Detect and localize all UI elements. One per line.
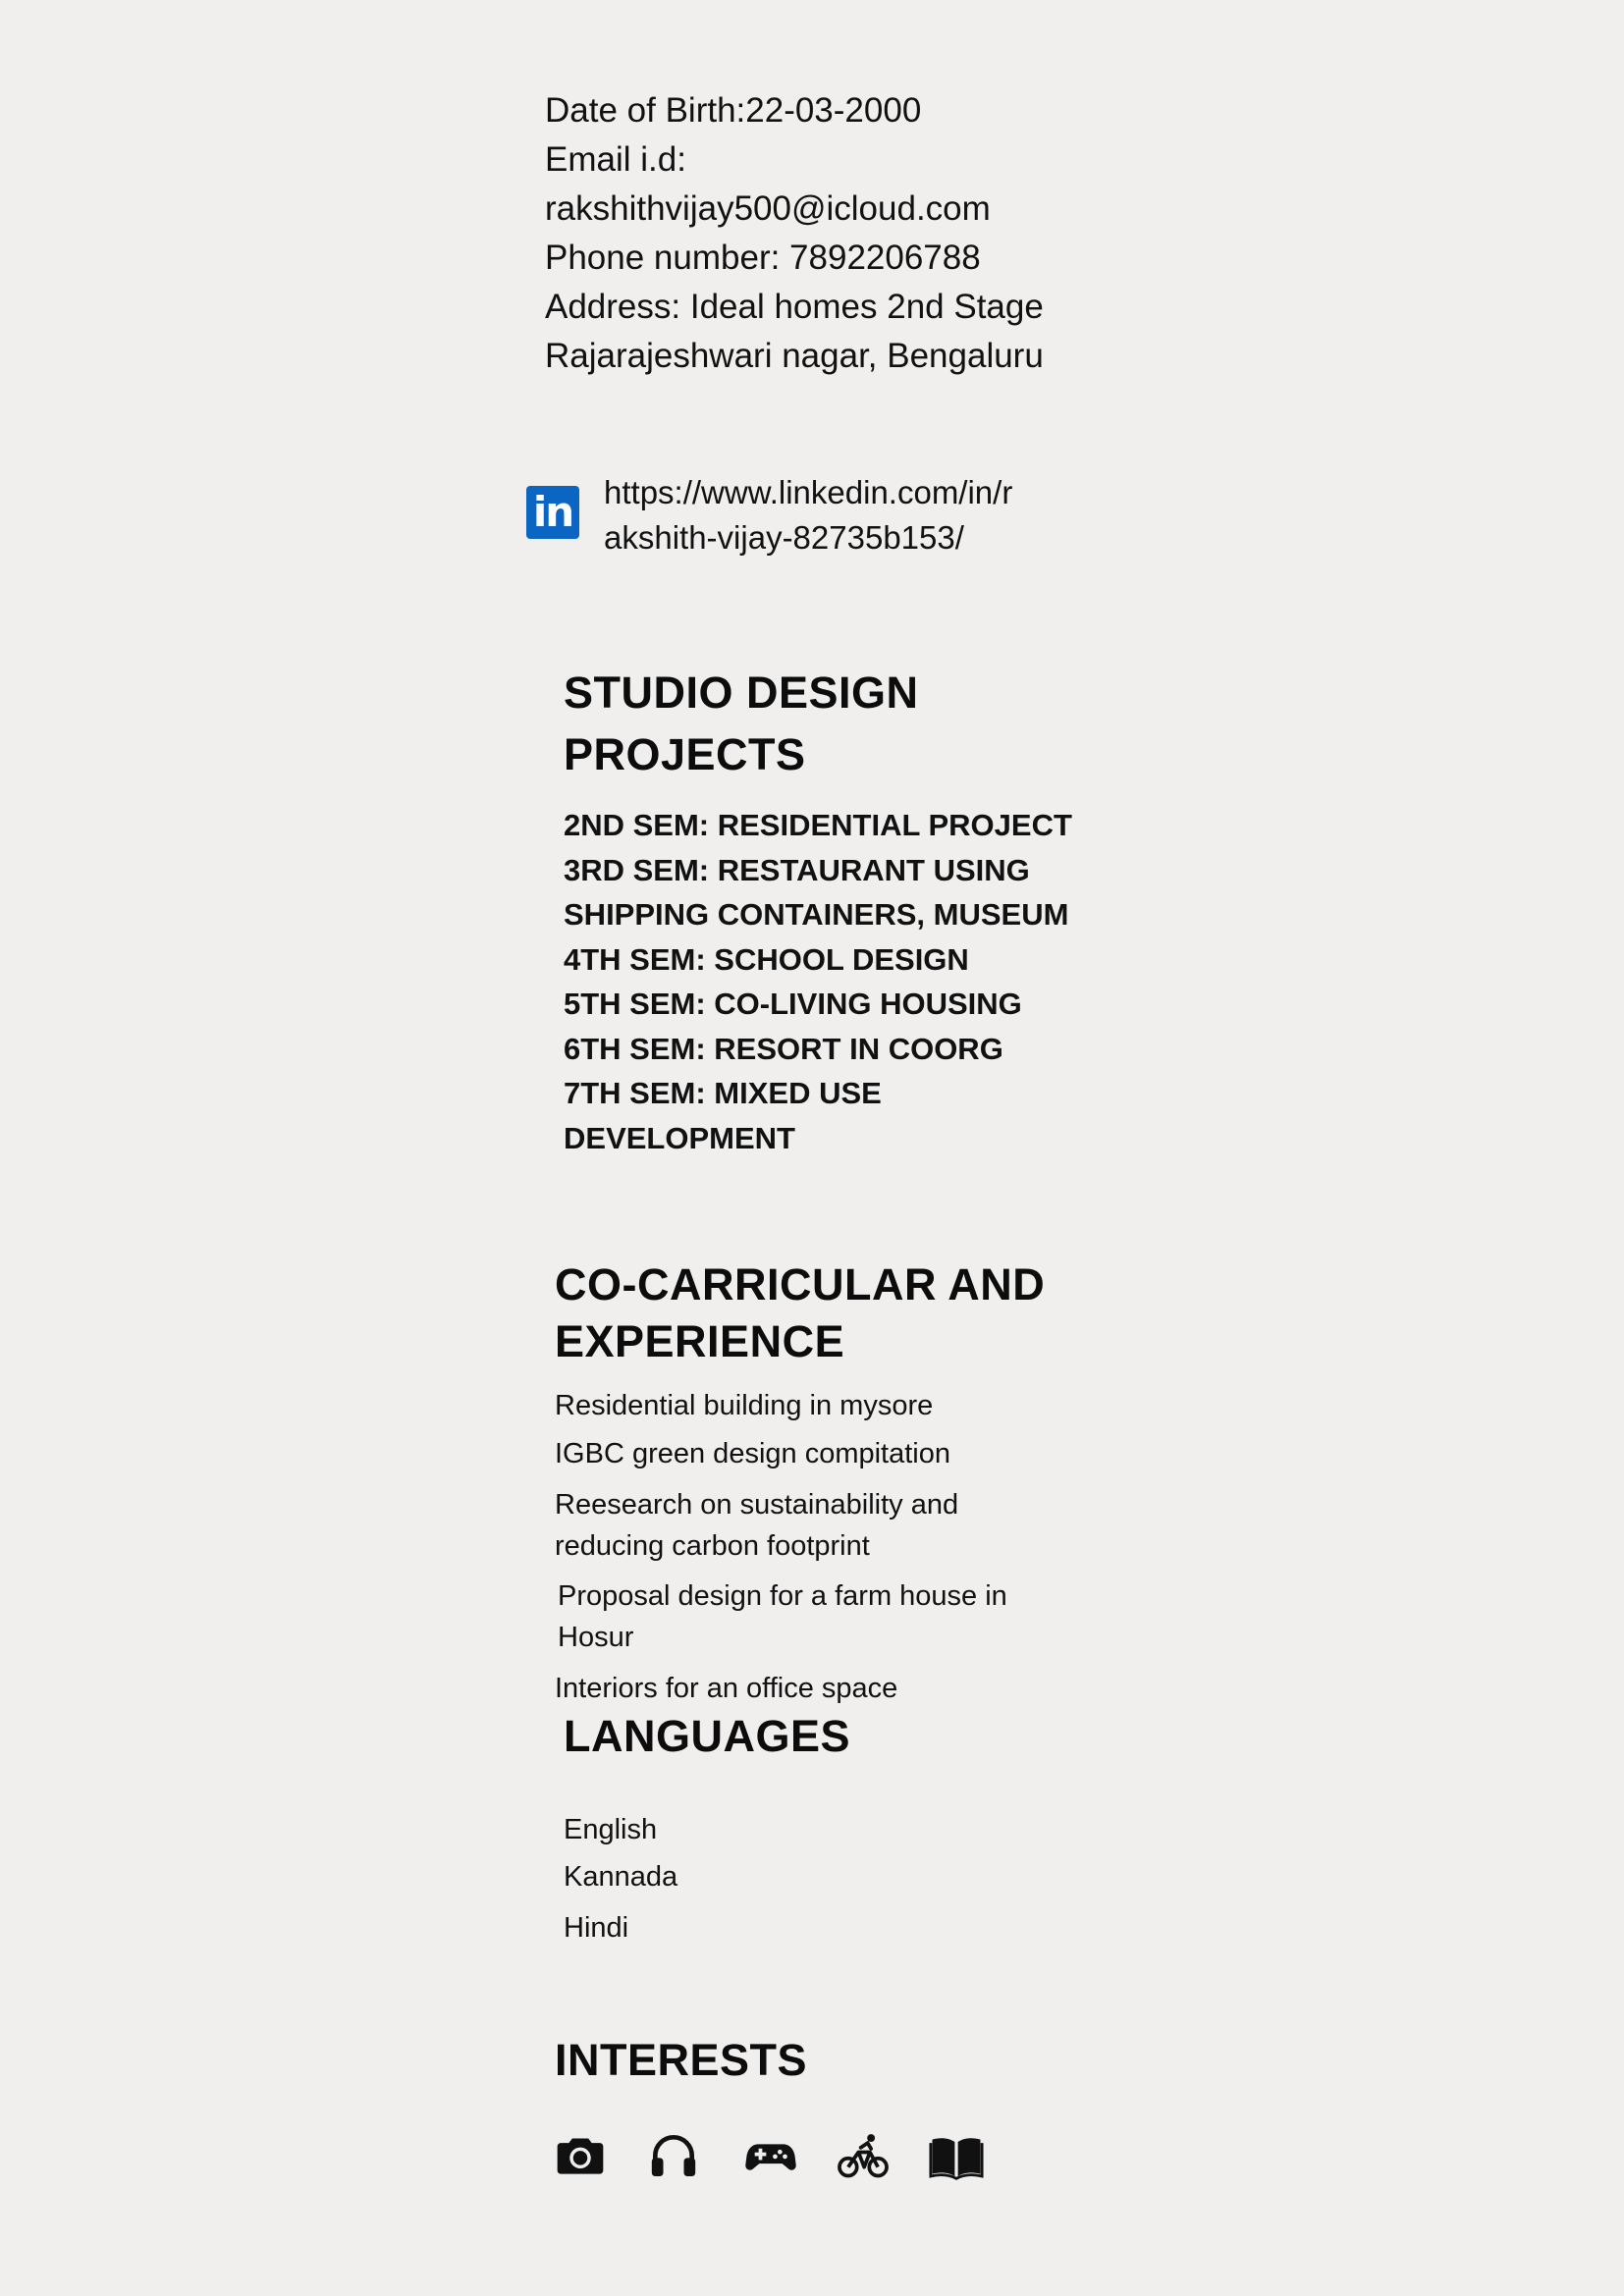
cocurricular-item: Reesearch on sustainability and bbox=[555, 1489, 959, 1521]
project-item: 7TH SEM: MIXED USE bbox=[564, 1076, 882, 1110]
cocurricular-item: Proposal design for a farm house in bbox=[558, 1580, 1007, 1612]
language-item: English bbox=[564, 1814, 658, 1845]
project-item: 3RD SEM: RESTAURANT USING bbox=[564, 853, 1030, 887]
bicycle-icon bbox=[836, 2128, 891, 2183]
cocurricular-heading-line-1: CO-CARRICULAR AND bbox=[555, 1259, 1046, 1309]
cocurricular-item: Residential building in mysore bbox=[555, 1390, 934, 1421]
date-of-birth: Date of Birth:22-03-2000 bbox=[545, 91, 922, 130]
email-address[interactable]: rakshithvijay500@icloud.com bbox=[545, 189, 991, 228]
project-item: 2ND SEM: RESIDENTIAL PROJECT bbox=[564, 808, 1072, 842]
project-item: 6TH SEM: RESORT IN COORG bbox=[564, 1032, 1003, 1066]
linkedin-url-line-2[interactable]: akshith-vijay-82735b153/ bbox=[604, 519, 964, 556]
project-item: SHIPPING CONTAINERS, MUSEUM bbox=[564, 897, 1069, 932]
cocurricular-item: Hosur bbox=[558, 1622, 634, 1653]
studio-heading-line-2: PROJECTS bbox=[564, 729, 806, 779]
address-line-2: Rajarajeshwari nagar, Bengaluru bbox=[545, 337, 1044, 375]
project-item: DEVELOPMENT bbox=[564, 1121, 795, 1155]
cocurricular-item: Interiors for an office space bbox=[555, 1673, 898, 1704]
languages-heading: LANGUAGES bbox=[564, 1711, 851, 1761]
cocurricular-item: IGBC green design compitation bbox=[555, 1438, 950, 1469]
studio-heading-line-1: STUDIO DESIGN bbox=[564, 667, 919, 718]
cocurricular-item: reducing carbon footprint bbox=[555, 1530, 870, 1562]
linkedin-icon[interactable]: in bbox=[526, 486, 579, 539]
interests-heading: INTERESTS bbox=[555, 2035, 808, 2085]
camera-icon bbox=[553, 2128, 608, 2183]
address-line-1: Address: Ideal homes 2nd Stage bbox=[545, 288, 1044, 326]
language-item: Hindi bbox=[564, 1912, 629, 1944]
headphones-icon bbox=[646, 2128, 701, 2183]
email-label: Email i.d: bbox=[545, 140, 686, 179]
book-icon bbox=[929, 2128, 984, 2183]
linkedin-url-line-1[interactable]: https://www.linkedin.com/in/r bbox=[604, 474, 1013, 510]
project-item: 4TH SEM: SCHOOL DESIGN bbox=[564, 942, 969, 977]
gamepad-icon bbox=[743, 2128, 798, 2183]
cocurricular-heading-line-2: EXPERIENCE bbox=[555, 1316, 845, 1366]
project-item: 5TH SEM: CO-LIVING HOUSING bbox=[564, 987, 1022, 1021]
language-item: Kannada bbox=[564, 1861, 678, 1893]
phone-number: Phone number: 7892206788 bbox=[545, 239, 981, 277]
